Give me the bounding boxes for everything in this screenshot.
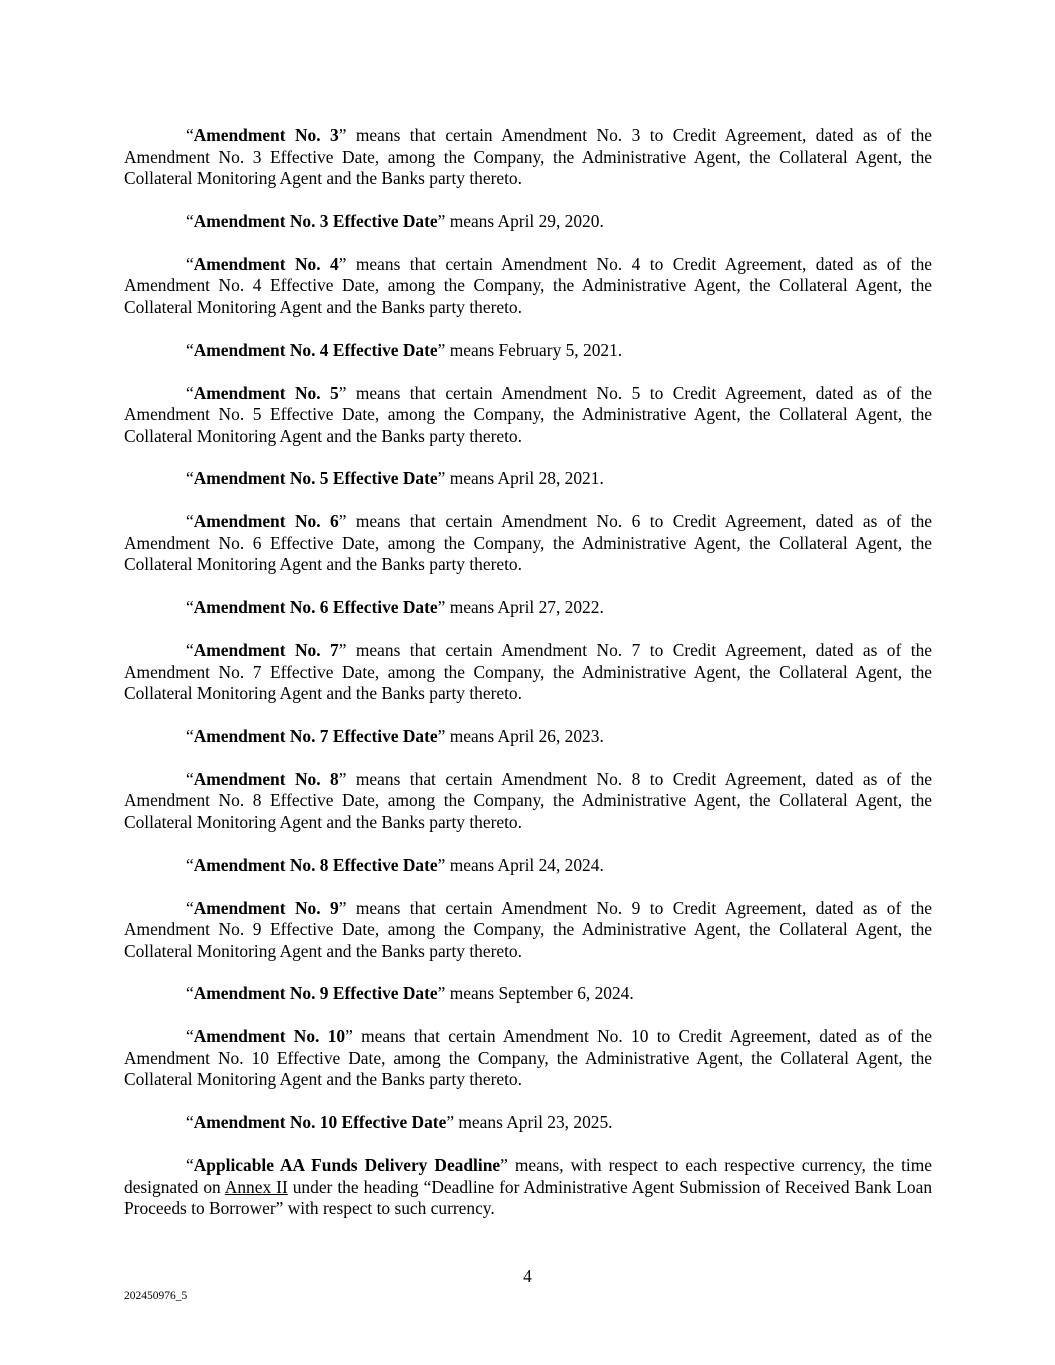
defined-term: Amendment No. 8 Effective Date [193, 854, 438, 875]
definition-paragraph: “Amendment No. 6 Effective Date” means April 27, 2022. [186, 597, 604, 618]
definition-paragraph: “Amendment No. 5” means that certain Amendment No. 5 to Credit Agreement, dated as of the Amendment No. 5 Effective Date, among the Company, the Administrative Agent, the Collateral Agent, the Collateral Monitoring Agent and the Banks party thereto. [124, 382, 932, 446]
defined-term: Amendment No. 8 [193, 768, 339, 789]
defined-term: Amendment No. 3 [193, 125, 339, 145]
definition-paragraph: “Amendment No. 4” means that certain Amendment No. 4 to Credit Agreement, dated as of the Amendment No. 4 Effective Date, among the Company, the Administrative Agent, the Collateral Agent, the Collateral Monitoring Agent and the Banks party thereto. [124, 253, 932, 317]
defined-term: Amendment No. 6 Effective Date [193, 597, 438, 618]
definition-paragraph: “Amendment No. 10 Effective Date” means April 23, 2025. [186, 1112, 613, 1133]
definition-paragraph: “Amendment No. 3” means that certain Amendment No. 3 to Credit Agreement, dated as of the Amendment No. 3 Effective Date, among the Company, the Administrative Agent, the Collateral Agent, the Collateral Monitoring Agent and the Banks party thereto. [124, 125, 932, 189]
defined-term: Amendment No. 4 Effective Date [193, 339, 438, 360]
definition-paragraph: “Amendment No. 8” means that certain Amendment No. 8 to Credit Agreement, dated as of the Amendment No. 8 Effective Date, among the Company, the Administrative Agent, the Collateral Agent, the Collateral Monitoring Agent and the Banks party thereto. [124, 768, 932, 832]
definition-paragraph: “Amendment No. 7” means that certain Amendment No. 7 to Credit Agreement, dated as of the Amendment No. 7 Effective Date, among the Company, the Administrative Agent, the Collateral Agent, the Collateral Monitoring Agent and the Banks party thereto. [124, 640, 932, 704]
definition-paragraph: “Amendment No. 9 Effective Date” means September 6, 2024. [186, 983, 634, 1004]
page-number: 4 [523, 1266, 532, 1286]
defined-term: Amendment No. 10 Effective Date [193, 1112, 447, 1133]
defined-term: Applicable AA Funds Delivery Deadline [193, 1155, 501, 1175]
defined-term: Amendment No. 9 [193, 897, 339, 918]
definition-paragraph: “Amendment No. 6” means that certain Amendment No. 6 to Credit Agreement, dated as of the Amendment No. 6 Effective Date, among the Company, the Administrative Agent, the Collateral Agent, the Collateral Monitoring Agent and the Banks party thereto. [124, 511, 932, 575]
definition-paragraph: “Amendment No. 3 Effective Date” means April 29, 2020. [186, 210, 604, 231]
document-body [124, 125, 932, 1241]
defined-term: Amendment No. 4 [193, 253, 339, 274]
annex-ii-reference: Annex II [224, 1176, 288, 1197]
definition-paragraph-applicable-aa: “Applicable AA Funds Delivery Deadline” means, with respect to each respective currency, the time designated on Annex II under the heading “Deadline for Administrative Agent Submission of Received Bank Loan Proceeds to Borrower” with respect to such currency. [124, 1155, 933, 1219]
defined-term: Amendment No. 5 [193, 382, 339, 403]
defined-term: Amendment No. 5 Effective Date [193, 468, 438, 489]
definition-paragraph: “Amendment No. 10” means that certain Amendment No. 10 to Credit Agreement, dated as of the Amendment No. 10 Effective Date, among the Company, the Administrative Agent, the Collateral Agent, the Collateral Monitoring Agent and the Banks party thereto. [124, 1026, 932, 1090]
definition-paragraph: “Amendment No. 7 Effective Date” means April 26, 2023. [186, 725, 604, 746]
definition-paragraph: “Amendment No. 5 Effective Date” means April 28, 2021. [186, 468, 604, 489]
definition-paragraph: “Amendment No. 9” means that certain Amendment No. 9 to Credit Agreement, dated as of the Amendment No. 9 Effective Date, among the Company, the Administrative Agent, the Collateral Agent, the Collateral Monitoring Agent and the Banks party thereto. [124, 897, 932, 961]
definition-paragraph: “Amendment No. 8 Effective Date” means April 24, 2024. [186, 854, 604, 875]
defined-term: Amendment No. 3 Effective Date [193, 210, 438, 231]
defined-term: Amendment No. 10 [193, 1026, 346, 1047]
defined-term: Amendment No. 7 [193, 640, 339, 660]
defined-term: Amendment No. 7 Effective Date [193, 725, 438, 746]
definition-paragraph: “Amendment No. 4 Effective Date” means February 5, 2021. [186, 339, 623, 360]
defined-term: Amendment No. 9 Effective Date [193, 983, 438, 1004]
defined-term: Amendment No. 6 [193, 511, 339, 532]
document-id: 202450976_5 [124, 1290, 188, 1302]
